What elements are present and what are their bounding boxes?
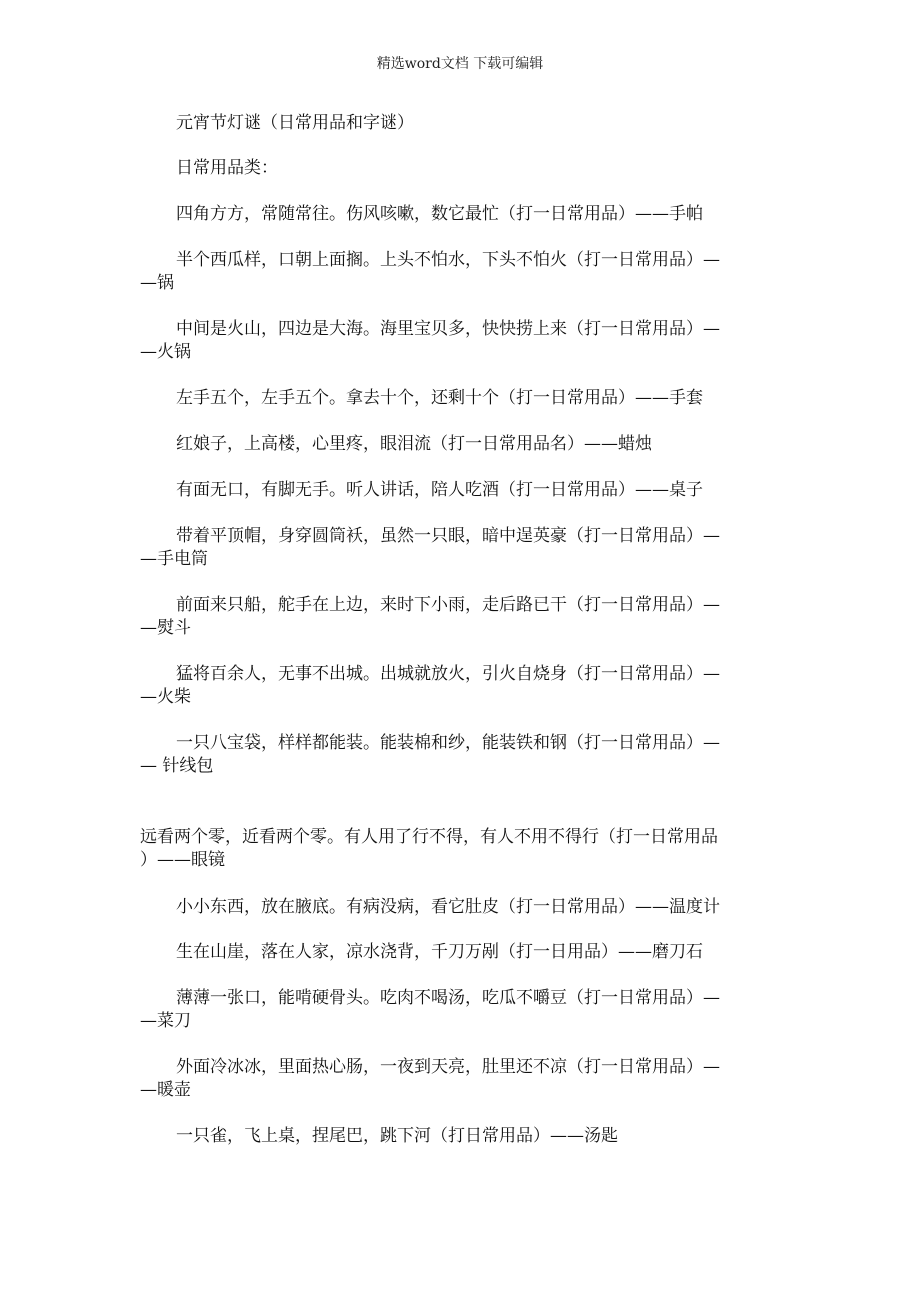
section-heading bbox=[140, 157, 780, 180]
text-line: ）——眼镜 bbox=[140, 850, 225, 870]
text-line: 有面无口，有脚无手。听人讲话，陪人吃酒（打一日常用品）——桌子 bbox=[176, 480, 703, 500]
riddle-paragraph bbox=[140, 663, 780, 709]
riddle-paragraph bbox=[140, 249, 780, 295]
riddle-paragraph bbox=[140, 1125, 780, 1148]
text-line: 一只八宝袋，样样都能装。能装棉和纱，能装铁和钢（打一日常用品）— bbox=[176, 733, 720, 753]
text-line: —火锅 bbox=[140, 342, 191, 362]
riddle-paragraph bbox=[140, 433, 780, 456]
riddle-paragraph bbox=[140, 594, 780, 640]
text-line: — 针线包 bbox=[140, 756, 214, 776]
text-line: —暖壶 bbox=[140, 1080, 191, 1100]
text-line: 带着平顶帽，身穿圆筒袄，虽然一只眼，暗中逞英豪（打一日常用品）— bbox=[176, 526, 720, 546]
text-line: 左手五个，左手五个。拿去十个，还剩十个（打一日常用品）——手套 bbox=[176, 388, 703, 408]
text-line: 一只雀，飞上桌，捏尾巴，跳下河（打日常用品）——汤匙 bbox=[176, 1126, 618, 1146]
riddle-paragraph bbox=[140, 1056, 780, 1102]
riddle-paragraph bbox=[140, 987, 780, 1033]
text-line: 日常用品类： bbox=[176, 158, 278, 178]
text-line: 中间是火山，四边是大海。海里宝贝多，快快捞上来（打一日常用品）— bbox=[176, 319, 720, 339]
text-line: 半个西瓜样，口朝上面搁。上头不怕水，下头不怕火（打一日常用品）— bbox=[176, 250, 720, 270]
text-line: —菜刀 bbox=[140, 1011, 191, 1031]
text-line: 薄薄一张口，能啃硬骨头。吃肉不喝汤，吃瓜不嚼豆（打一日常用品）— bbox=[176, 988, 720, 1008]
text-line: 红娘子，上高楼，心里疼，眼泪流（打一日常用品名）——蜡烛 bbox=[176, 434, 652, 454]
page-header: 精选word文档 下载可编辑 bbox=[376, 56, 544, 72]
text-line: 生在山崖，落在人家，凉水浇背，千刀万剐（打一日用品）——磨刀石 bbox=[176, 942, 703, 962]
text-line: 小小东西，放在腋底。有病没病，看它肚皮（打一日常用品）——温度计 bbox=[176, 897, 720, 917]
text-line: 元宵节灯谜（日常用品和字谜） bbox=[176, 113, 414, 133]
riddle-paragraph bbox=[140, 896, 780, 919]
riddle-paragraph bbox=[140, 479, 780, 502]
text-line: —手电筒 bbox=[140, 549, 208, 569]
riddle-paragraph bbox=[140, 941, 780, 964]
text-line: 前面来只船，舵手在上边，来时下小雨，走后路已干（打一日常用品）— bbox=[176, 595, 720, 615]
text-line: 猛将百余人，无事不出城。出城就放火，引火自烧身（打一日常用品）— bbox=[176, 664, 720, 684]
riddle-paragraph bbox=[140, 387, 780, 410]
riddle-paragraph bbox=[140, 826, 780, 872]
text-line: —锅 bbox=[140, 273, 174, 293]
riddle-paragraph bbox=[140, 732, 780, 778]
document-title bbox=[140, 112, 780, 135]
text-line: —火柴 bbox=[140, 687, 191, 707]
text-line: 远看两个零，近看两个零。有人用了行不得，有人不用不得行（打一日常用品 bbox=[140, 827, 718, 847]
riddle-paragraph bbox=[140, 203, 780, 226]
riddle-paragraph bbox=[140, 525, 780, 571]
text-line: —熨斗 bbox=[140, 618, 191, 638]
text-line: 外面冷冰冰，里面热心肠，一夜到天亮，肚里还不凉（打一日常用品）— bbox=[176, 1057, 720, 1077]
riddle-paragraph bbox=[140, 318, 780, 364]
text-line: 四角方方，常随常往。伤风咳嗽，数它最忙（打一日常用品）——手帕 bbox=[176, 204, 703, 224]
